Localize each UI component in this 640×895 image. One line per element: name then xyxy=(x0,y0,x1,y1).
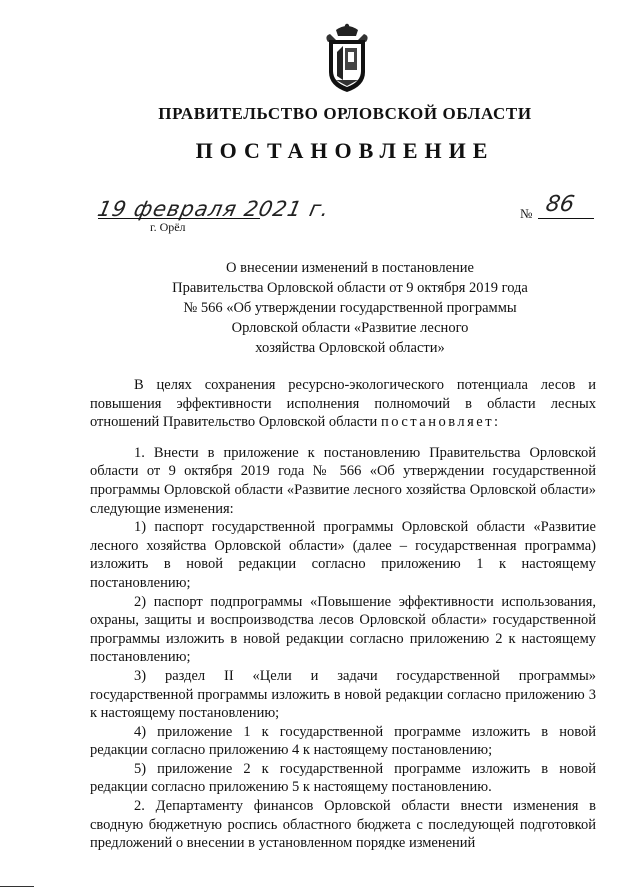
coat-of-arms-icon xyxy=(322,22,372,94)
document-subject xyxy=(140,258,560,358)
clause-paragraph: 5) приложение 2 к государственной программе изложить в новой редакции согласно приложению 5 к настоящему постановлению. xyxy=(90,760,596,796)
clause-paragraph: 1. Внести в приложение к постановлению Правительства Орловской области от 9 октября 2019 года № 566 «Об утверждении государственной программы Орловской области «Развитие лесного хозяйства Орловской области» следующие изменения: xyxy=(90,444,596,517)
subject-line: Орловской области «Развитие лесного xyxy=(231,320,469,336)
number-underline xyxy=(538,218,594,219)
handwritten-number: 86 xyxy=(543,192,577,217)
clause-paragraph: 3) раздел II «Цели и задачи государственной программы» государственной программы изложить в новой редакции согласно приложению 3 к настоящему постановлению; xyxy=(90,667,596,722)
clause-paragraph: 4) приложение 1 к государственной программе изложить в новой редакции согласно приложению 4 к настоящему постановлению; xyxy=(90,723,596,759)
clause-paragraph: 2) паспорт подпрограммы «Повышение эффективности использования, охраны, защиты и воспроизводства лесов Орловской области» государственной программы изложить в новой редакции согласно приложению 2 к настоящему постановлению; xyxy=(90,593,596,666)
subject-line: О внесении изменений в постановление xyxy=(226,260,474,276)
document-body xyxy=(90,376,596,853)
subject-line: Правительства Орловской области от 9 октября 2019 года xyxy=(172,280,528,296)
handwritten-date: 19 февраля 2021 г. xyxy=(95,197,332,221)
organization-title: ПРАВИТЕЛЬСТВО ОРЛОВСКОЙ ОБЛАСТИ xyxy=(158,104,532,123)
subject-line: хозяйства Орловской области» xyxy=(255,340,445,356)
footer-divider xyxy=(0,886,34,887)
preamble-paragraph xyxy=(90,376,596,432)
clause-paragraph: 1) паспорт государственной программы Орловской области «Развитие лесного хозяйства Орловской области» (далее – государственная программа) изложить в новой редакции согласно приложению 1 к настоящему постановлению; xyxy=(90,519,596,591)
number-label: № xyxy=(520,206,533,221)
decree-word: постановляет: xyxy=(380,414,501,431)
subject-line: № 566 «Об утверждении государственной программы xyxy=(183,300,517,316)
date-underline xyxy=(98,218,260,219)
preamble-text: В целях сохранения ресурсно-экологического потенциала лесов и повышения эффективности исполнения полномочий в области лесных отношений Правительство Орловской области xyxy=(90,377,596,431)
clause-paragraph: 2. Департаменту финансов Орловской области внести изменения в сводную бюджетную роспись областного бюджета с последующей подготовкой предложений о внесении в установленном порядке изменений xyxy=(90,798,596,852)
document-type-title: ПОСТАНОВЛЕНИЕ xyxy=(195,138,495,163)
city-label: г. Орёл xyxy=(150,220,186,234)
